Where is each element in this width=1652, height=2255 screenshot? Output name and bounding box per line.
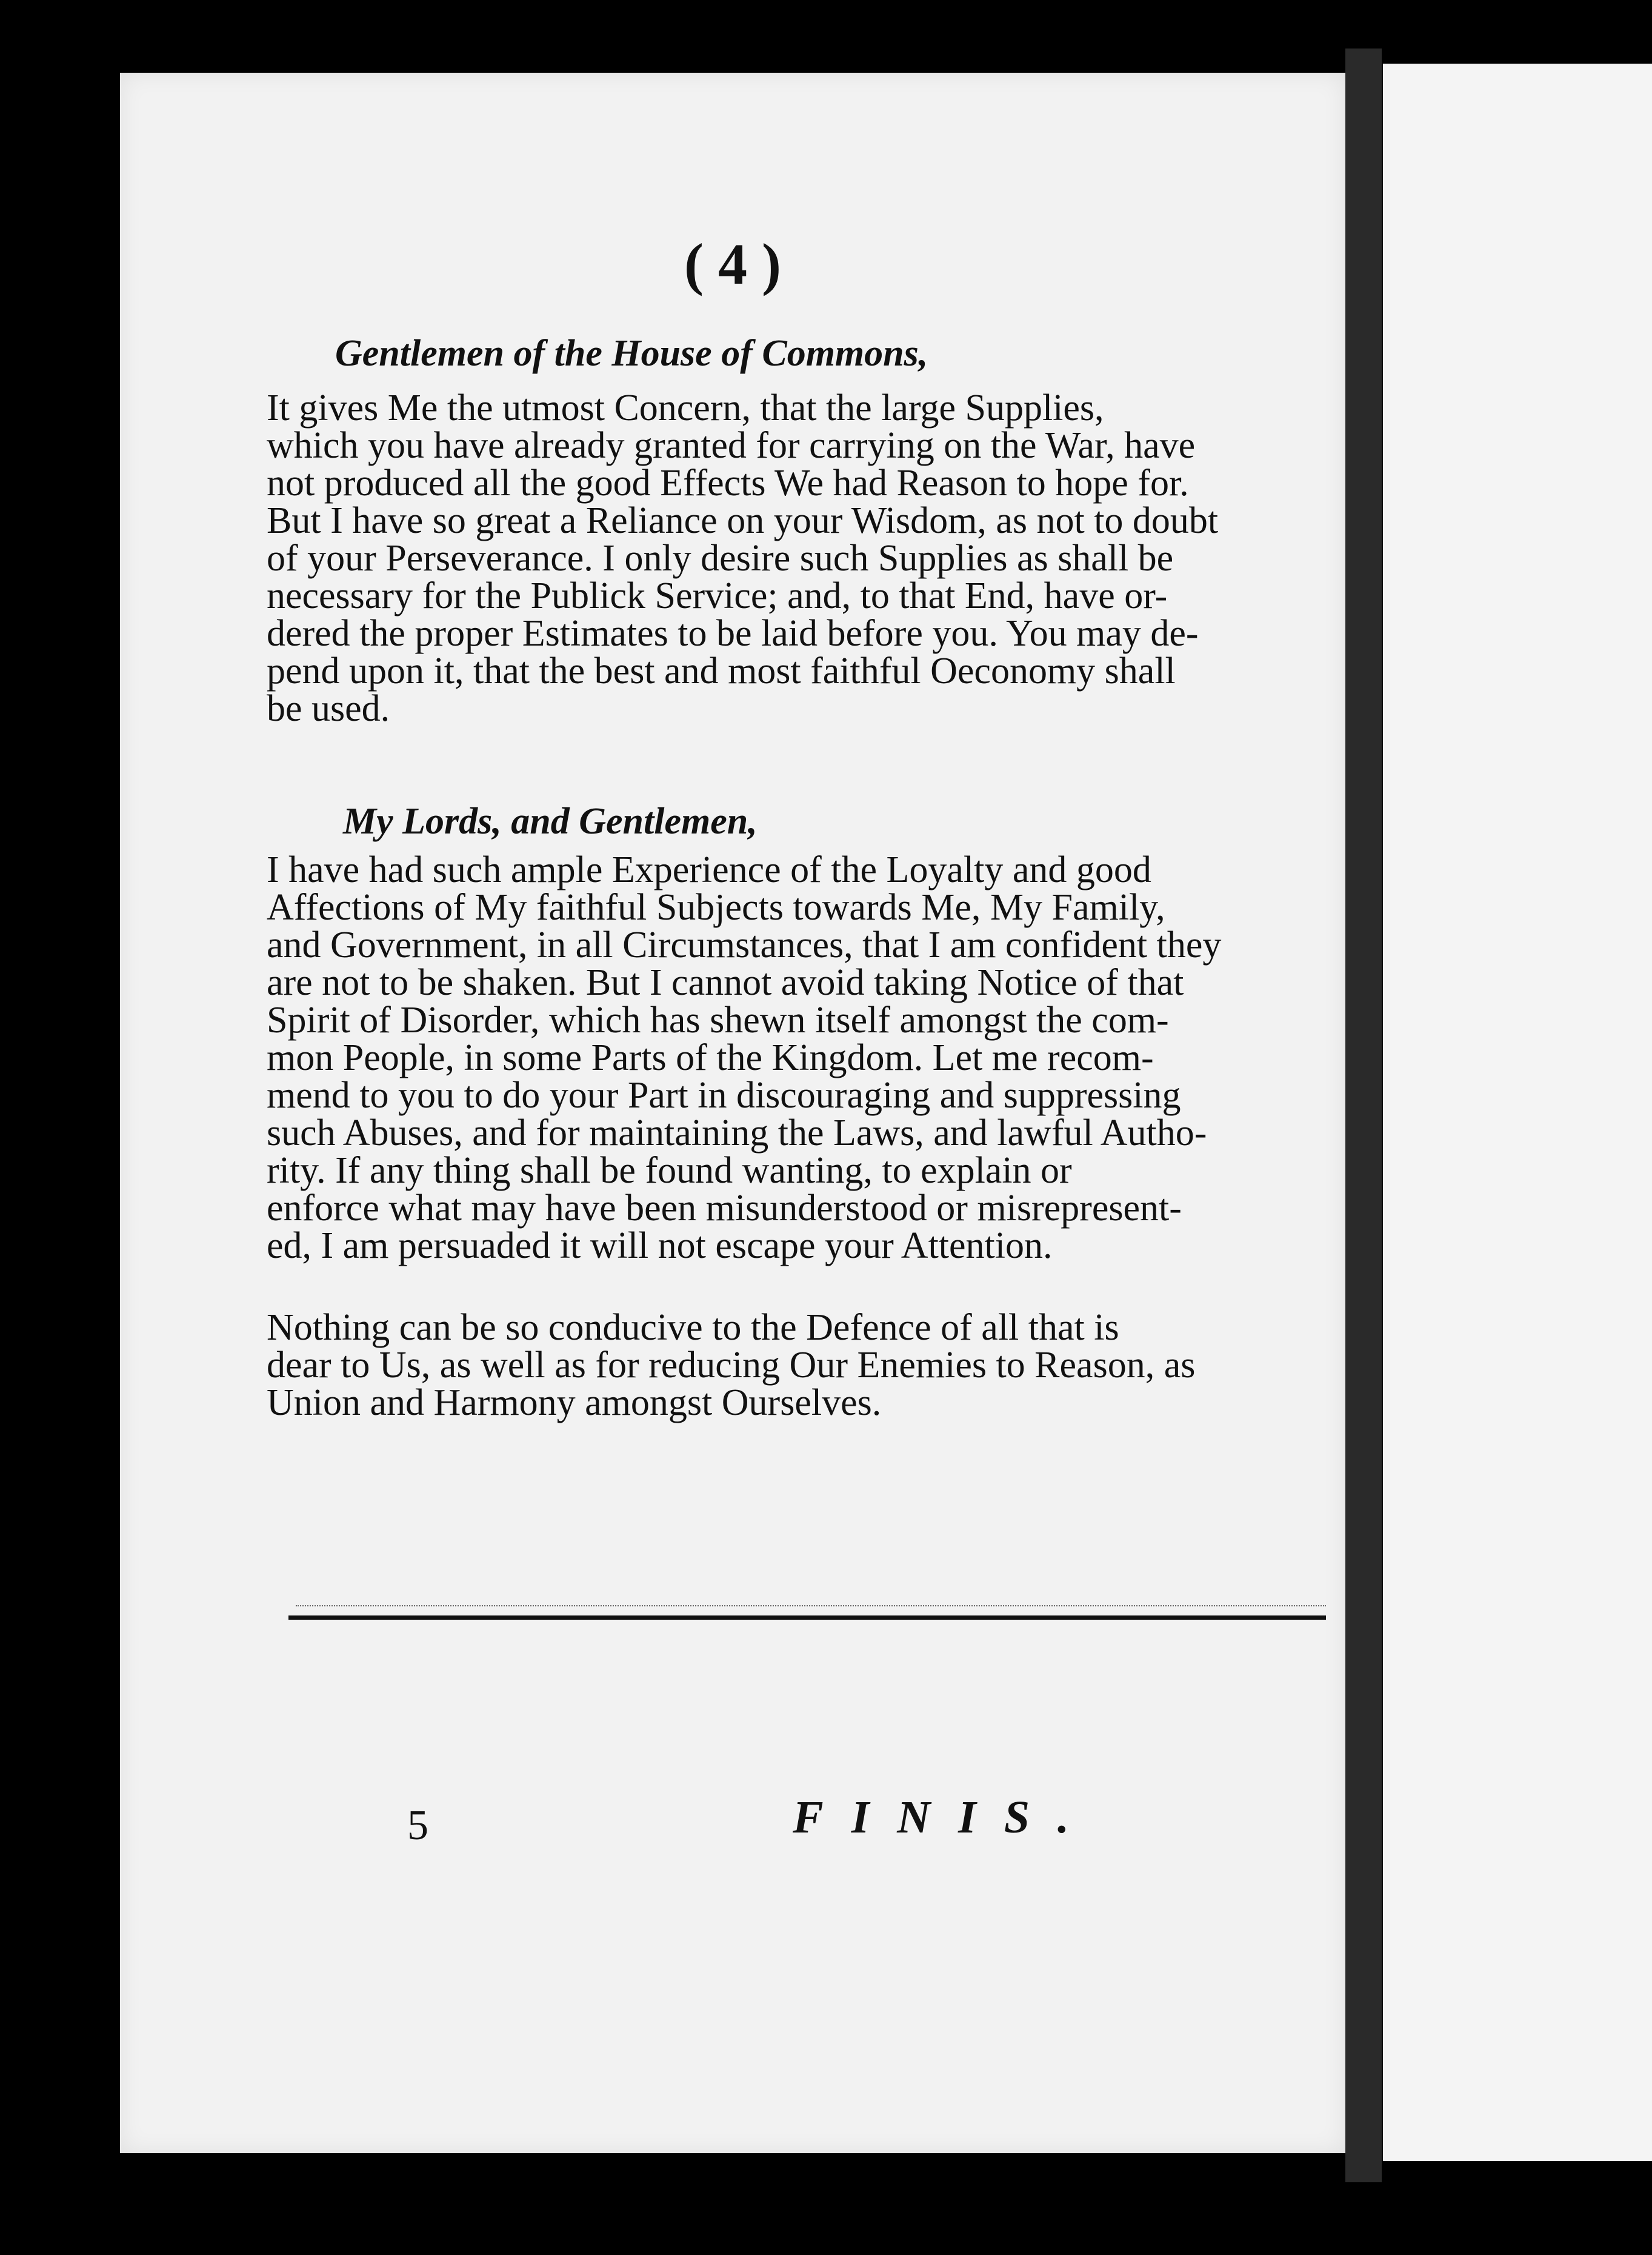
section-heading-commons: Gentlemen of the House of Commons, — [335, 333, 928, 374]
paragraph-loyalty: I have had such ample Experience of the Loyalty and good Affections of My faithful Subjects towards Me, My Family, and Government, in all Circumstances, that I am confident they are not to be shaken. But I cannot avoid taking Notice of that Spirit of Disorder, which has shewn itself amongst the com- mon People, in some Parts of the Kingdom. Let me recom- mend to you to do your Part in discouraging and suppressing such Abuses, and for maintaining the Laws, and lawful Autho- rity. If any thing shall be found wanting, to explain or enforce what may have been misunderstood or misrepresent- ed, I am persuaded it will not escape your Attention. — [267, 849, 1222, 1266]
signature-mark: 5 — [407, 1802, 428, 1849]
horizontal-rule — [288, 1615, 1326, 1620]
rule-bleed — [296, 1593, 1326, 1606]
page-number: ( 4 ) — [684, 232, 781, 296]
paragraph-harmony: Nothing can be so conducive to the Defence of all that is dear to Us, as well as for reducing Our Enemies to Reason, as Union and Harmony amongst Ourselves. — [267, 1307, 1196, 1423]
document-page — [120, 73, 1345, 2153]
facing-page-edge — [1383, 64, 1652, 2161]
paragraph-supplies: It gives Me the utmost Concern, that the large Supplies, which you have already granted for carrying on the War, have not produced all the good Effects We had Reason to hope for. But I have so great a Reliance on your Wisdom, as not to doubt of your Perseverance. I only desire such Supplies as shall be necessary for the Publick Service; and, to that End, have or- dered the proper Estimates to be laid before you. You may de- pend upon it, that the best and most faithful Oeconomy shall be used. — [267, 387, 1219, 729]
section-heading-lords: My Lords, and Gentlemen, — [343, 801, 758, 842]
book-gutter — [1345, 48, 1382, 2182]
finis-text: FINIS. — [793, 1792, 1097, 1843]
